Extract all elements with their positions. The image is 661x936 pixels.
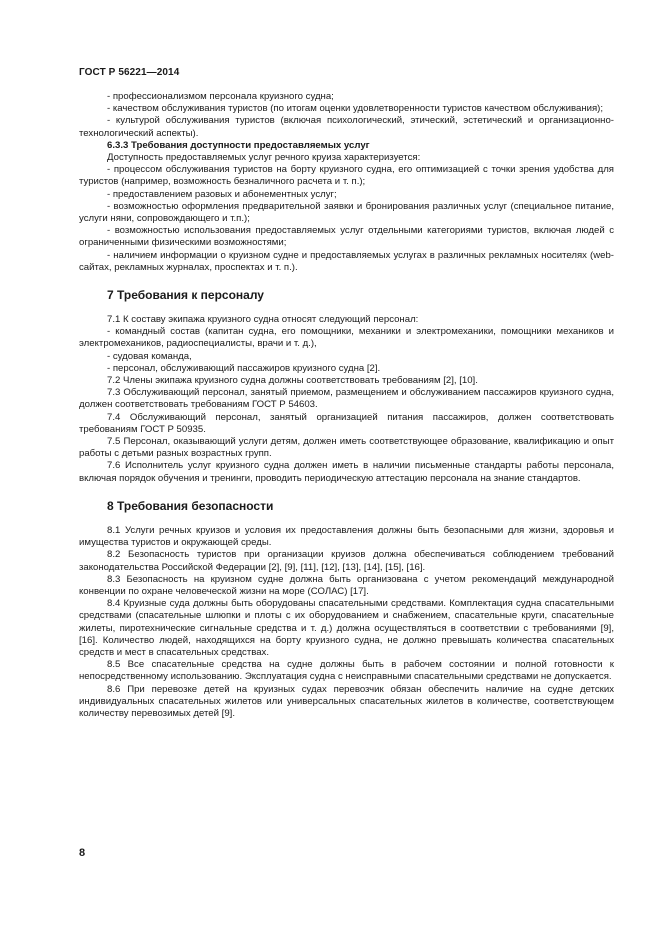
paragraph: 8.4 Круизные суда должны быть оборудованы спасательными средствами. Комплектация судна спасательными средствами (спасательные шлюпки и плоты с их оборудованием и снабжением, спасательные круги, спасательные жилеты, пиротехнические сигнальные средства и т. д.) должна осуществляться в соответствии с требованиями [9], [16]. Количество людей, находящихся на борту круизного судна, не должно превышать количества спасательных средств и мест в спасательных средствах.	[79, 598, 614, 658]
paragraph: 7.2 Члены экипажа круизного судна должны соответствовать требованиям [2], [10].	[107, 375, 478, 387]
paragraph: 8.2 Безопасность туристов при организации круизов должна обеспечиваться соблюдением требований законодательства Российской Федерации [2], [9], [11], [12], [13], [14], [15], [16].	[79, 549, 614, 573]
list-item: - судовая команда,	[107, 350, 192, 362]
paragraph: 8.3 Безопасность на круизном судне должна быть организована с учетом рекомендаций международной конвенции по охране человеческой жизни на море (СОЛАС) [17].	[79, 573, 614, 597]
document-header: ГОСТ Р 56221—2014	[79, 67, 180, 78]
list-item: - возможностью использования предоставляемых услуг отдельными категориями туристов, включая людей с ограниченными физическими возможностями;	[79, 225, 614, 249]
list-item: - командный состав (капитан судна, его помощники, механики и электромеханики, помощники механиков и электромехаников, радиоспециалисты, врачи и т. д.),	[79, 326, 614, 350]
subsection-title: 6.3.3 Требования доступности предоставляемых услуг	[107, 139, 370, 151]
section-title: 8 Требования безопасности	[107, 498, 274, 513]
list-item: - возможностью оформления предварительной заявки и бронирования различных услуг (специальное питание, услуги няни, сопровождающего и т.п.);	[79, 200, 614, 225]
paragraph: 7.4 Обслуживающий персонал, занятый организацией питания пассажиров, должен соответствовать требованиям ГОСТ Р 50935.	[79, 411, 614, 435]
list-item: - процессом обслуживания туристов на борту круизного судна, его оптимизацией с точки зрения удобства для туристов (например, возможность безналичного расчета и т. п.);	[79, 164, 614, 188]
list-item: - наличием информации о круизном судне и предоставляемых услугах в различных рекламных носителях (web-сайтах, рекламных журналах, проспектах и т. п.).	[79, 249, 614, 273]
paragraph: Доступность предоставляемых услуг речного круиза характеризуется:	[107, 152, 421, 164]
section-title: 7 Требования к персоналу	[107, 288, 264, 303]
list-item: - качеством обслуживания туристов (по итогам оценки удовлетворенности туристов качеством обслуживания);	[107, 103, 604, 115]
page-number: 8	[79, 847, 86, 859]
list-item: - профессионализмом персонала круизного судна;	[107, 91, 334, 102]
paragraph: 7.5 Персонал, оказывающий услуги детям, должен иметь соответствующее образование, квалификацию и опыт работы с детьми разных возрастных групп.	[79, 436, 614, 460]
paragraph: 7.3 Обслуживающий персонал, занятый приемом, размещением и обслуживанием пассажиров круизного судна, должен соответствовать требованиям ГОСТ Р 54603.	[79, 387, 614, 411]
paragraph: 8.5 Все спасательные средства на судне должны быть в рабочем состоянии и полной готовности к непосредственному использованию. Эксплуатация судна с неисправными спасательными средствами не допускается.	[79, 659, 614, 683]
paragraph: 8.1 Услуги речных круизов и условия их предоставления должны быть безопасными для жизни, здоровья и имущества туристов и окружающей среды.	[79, 524, 614, 549]
paragraph: 7.6 Исполнитель услуг круизного судна должен иметь в наличии письменные стандарты работы персонала, включая порядок обучения и тренинги, проводить периодическую аттестацию персонала на знание стандартов.	[79, 460, 614, 484]
list-item: - персонал, обслуживающий пассажиров круизного судна [2].	[107, 362, 381, 374]
paragraph: 8.6 При перевозке детей на круизных судах перевозчик обязан обеспечить наличие на судне детских индивидуальных спасательных жилетов или универсальных спасательных жилетов в количестве, соответствующем количеству перевозимых детей [9].	[79, 683, 614, 719]
document-body	[79, 91, 614, 720]
list-item: - предоставлением разовых и абонементных услуг;	[107, 188, 337, 200]
list-item: - культурой обслуживания туристов (включая психологический, этический, эстетический и организационно-технологический аспекты).	[79, 115, 614, 139]
paragraph: 7.1 К составу экипажа круизного судна относят следующий персонал:	[107, 314, 419, 326]
